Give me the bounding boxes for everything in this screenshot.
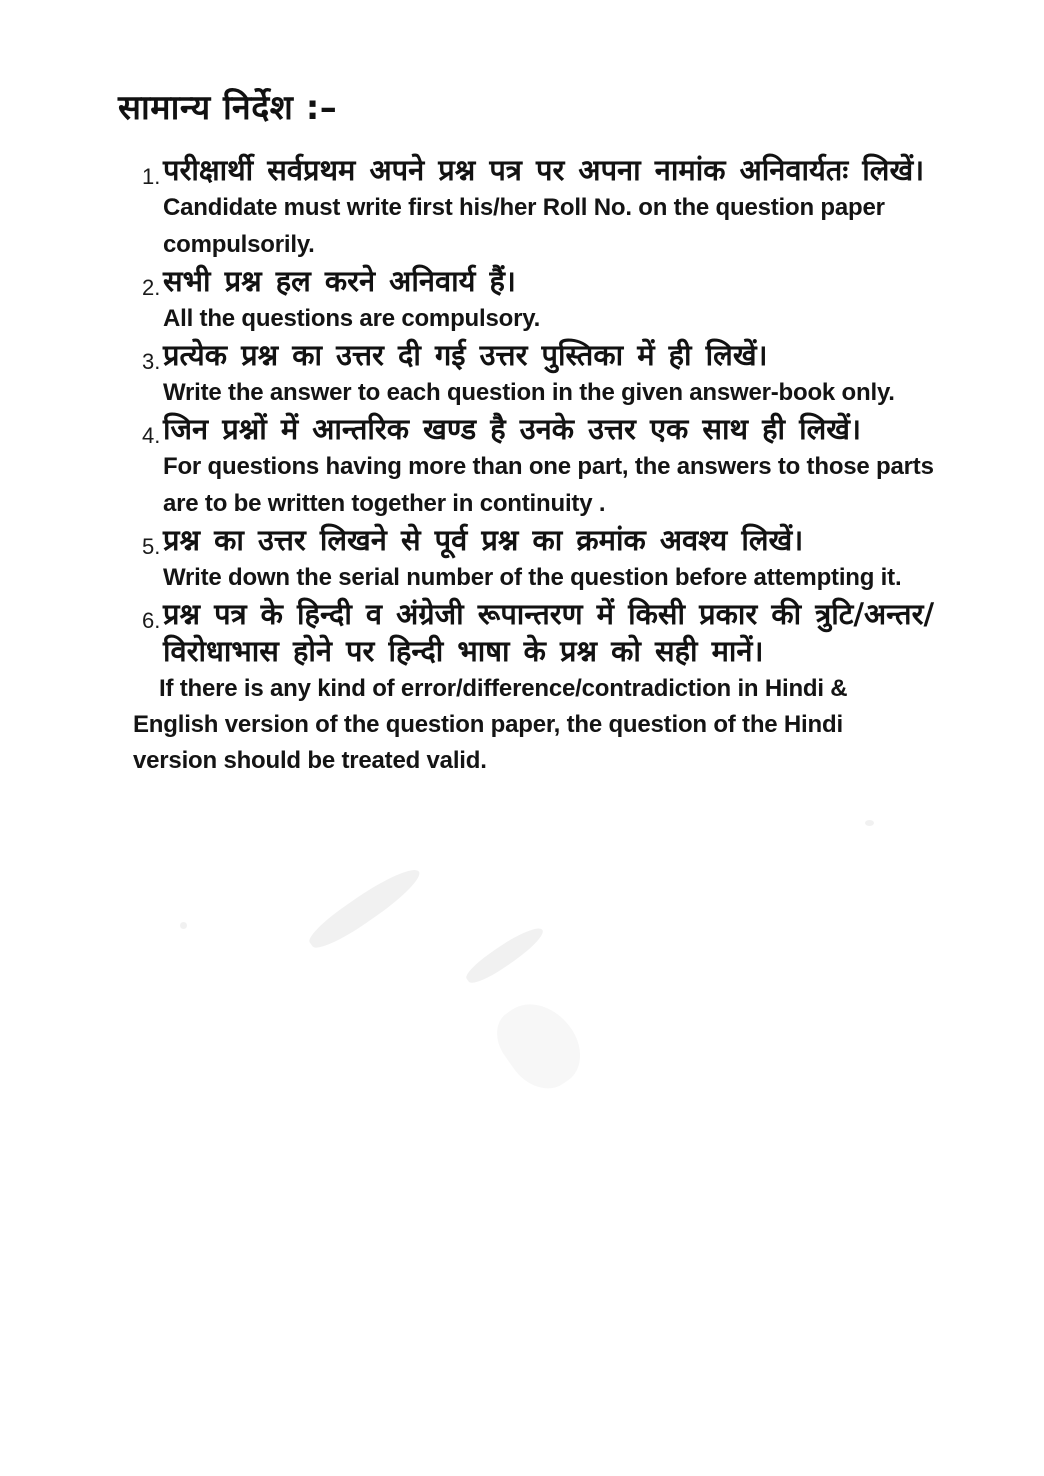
item-number: 5. [142,534,161,559]
instruction-item-2 [142,263,936,337]
hindi-instruction: प्रश्न का उत्तर लिखने से पूर्व प्रश्न का क्रमांक अवश्य लिखें। [163,523,804,557]
item-number: 3. [142,349,161,374]
english-instruction: All the questions are compulsory. [163,305,541,332]
hindi-instruction: जिन प्रश्नों में आन्तरिक खण्ड है उनके उत्तर एक साथ ही लिखें। [163,412,861,446]
instruction-item-4 [142,411,936,522]
hindi-instruction: प्रत्येक प्रश्न का उत्तर दी गई उत्तर पुस्तिका में ही लिखें। [163,338,768,372]
english-instruction-closing: If there is any kind of error/difference/contradiction in Hindi & English version of the question paper, the question of the Hindi version should be treated valid. [133,675,848,774]
hindi-instruction: प्रश्न पत्र के हिन्दी व अंग्रेजी रूपान्तरण में किसी प्रकार की त्रुटि/अन्तर/ विरोधाभास होने पर हिन्दी भाषा के प्रश्न को सही मानें। [163,597,935,668]
scan-artifact [865,820,874,826]
english-instruction: Write the answer to each question in the given answer-book only. [163,379,895,406]
english-instruction: For questions having more than one part, the answers to those parts are to be written together in continuity . [163,453,934,517]
scan-artifact [304,860,425,956]
instruction-item-3 [142,337,936,411]
page-title: सामान्य निर्देश :– [118,88,338,128]
scan-artifact [462,921,547,989]
item-number: 4. [142,423,161,448]
item-number: 1. [142,164,161,189]
instruction-item-6 [142,596,936,670]
scan-artifact [486,988,595,1102]
english-instruction: Write down the serial number of the question before attempting it. [163,564,902,591]
hindi-instruction: सभी प्रश्न हल करने अनिवार्य हैं। [163,264,516,298]
scan-artifact [180,922,187,929]
english-instruction: Candidate must write first his/her Roll No. on the question paper compulsorily. [163,194,885,258]
instruction-list [0,152,1044,670]
instruction-item-5 [142,522,936,596]
instruction-item-1 [142,152,936,263]
item-number: 6. [142,608,161,633]
hindi-instruction: परीक्षार्थी सर्वप्रथम अपने प्रश्न पत्र पर अपना नामांक अनिवार्यतः लिखें। [163,153,925,187]
item-number: 2. [142,275,161,300]
